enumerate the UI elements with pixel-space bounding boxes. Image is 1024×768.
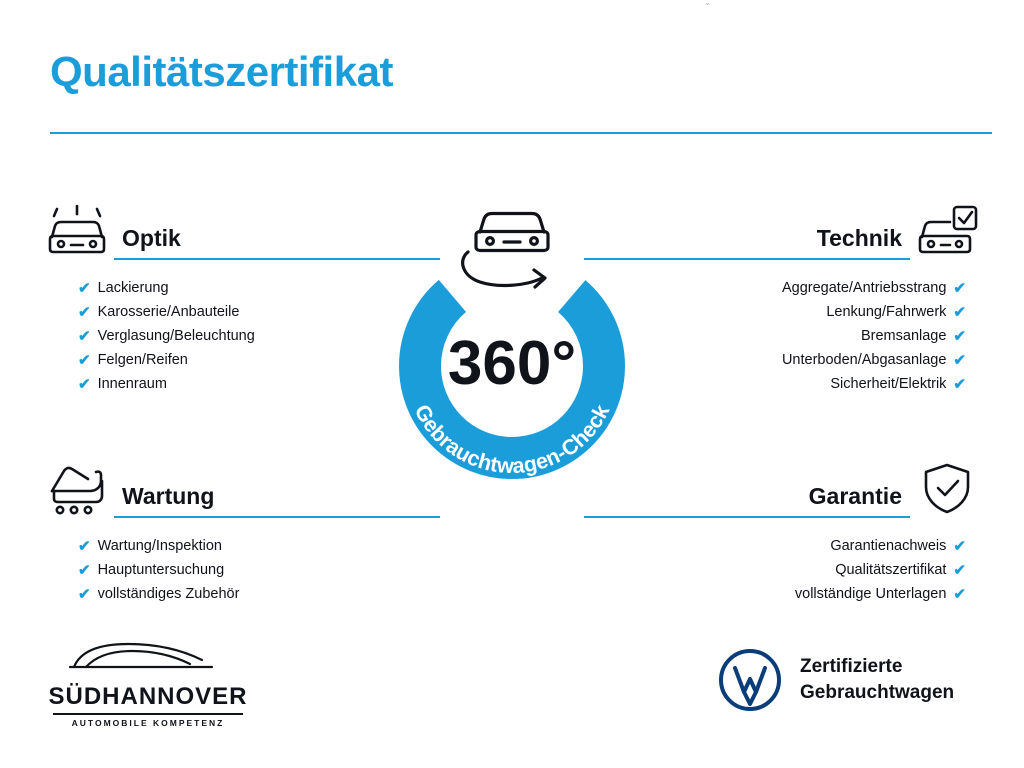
check-icon: ✔ (953, 537, 966, 555)
check-icon: ✔ (78, 537, 91, 555)
stray-mark: ˇ (706, 2, 709, 12)
badge-value: 360° (447, 329, 577, 398)
vw-logo-icon (718, 648, 782, 712)
brand-logo-block (718, 648, 954, 712)
brand-text (800, 654, 954, 706)
center-badge (372, 196, 652, 496)
check-icon: ✔ (78, 561, 91, 579)
list-item-label: Aggregate/Antriebsstrang (781, 280, 947, 296)
check-icon: ✔ (78, 303, 91, 321)
car-check-icon (910, 200, 984, 262)
section-garantie-list (584, 534, 984, 606)
badge-arc-label: Gebrauchtwagen-Check (409, 400, 615, 479)
shield-check-icon (910, 458, 984, 520)
list-item-label: Hauptuntersuchung (97, 562, 225, 578)
list-item (50, 534, 430, 558)
list-item-label: Felgen/Reifen (97, 352, 188, 368)
dealer-name: SÜDHANNOVER (48, 683, 248, 710)
list-item-label: vollständige Unterlagen (794, 586, 947, 602)
section-garantie-underline (584, 516, 910, 518)
check-icon: ✔ (953, 351, 966, 369)
title-divider (50, 132, 992, 134)
list-item (50, 558, 430, 582)
check-icon: ✔ (78, 351, 91, 369)
list-item-label: Unterboden/Abgasanlage (781, 352, 947, 368)
dealer-tagline: AUTOMOBILE KOMPETENZ (71, 718, 225, 728)
list-item-label: Bremsanlage (860, 328, 947, 344)
section-garantie-title: Garantie (808, 483, 902, 509)
dealer-rule (53, 713, 243, 715)
list-item-label: Lackierung (97, 280, 169, 296)
list-item (50, 582, 430, 606)
section-wartung-title: Wartung (122, 483, 215, 509)
section-optik-title: Optik (122, 225, 181, 251)
check-icon: ✔ (953, 327, 966, 345)
list-item-label: Lenkung/Fahrwerk (826, 304, 947, 320)
section-wartung-underline (114, 516, 440, 518)
page-title: Qualitätszertifikat (50, 48, 393, 95)
brand-line-1: Zertifizierte (800, 656, 903, 677)
list-item (594, 534, 974, 558)
check-icon: ✔ (78, 585, 91, 603)
section-wartung-list (40, 534, 440, 606)
dealer-logo (48, 636, 248, 728)
check-icon: ✔ (953, 303, 966, 321)
car-rotate-icon (463, 214, 548, 288)
check-icon: ✔ (953, 561, 966, 579)
list-item-label: Karosserie/Anbauteile (97, 304, 240, 320)
section-technik-title: Technik (816, 225, 902, 251)
list-item (594, 582, 974, 606)
car-front-shine-icon (40, 200, 114, 262)
list-item (594, 558, 974, 582)
check-icon: ✔ (953, 279, 966, 297)
list-item-label: Wartung/Inspektion (97, 538, 222, 554)
check-icon: ✔ (78, 279, 91, 297)
list-item-label: Qualitätszertifikat (835, 562, 947, 578)
car-outline-logo-icon (62, 636, 234, 676)
list-item-label: vollständiges Zubehör (97, 586, 240, 602)
check-icon: ✔ (953, 585, 966, 603)
brand-line-2: Gebrauchtwagen (800, 682, 955, 703)
list-item-label: Verglasung/Beleuchtung (97, 328, 255, 344)
list-item-label: Sicherheit/Elektrik (830, 376, 947, 392)
check-icon: ✔ (953, 375, 966, 393)
car-lift-icon (40, 458, 114, 520)
check-icon: ✔ (78, 375, 91, 393)
list-item-label: Garantienachweis (830, 538, 947, 554)
check-icon: ✔ (78, 327, 91, 345)
list-item-label: Innenraum (97, 376, 167, 392)
